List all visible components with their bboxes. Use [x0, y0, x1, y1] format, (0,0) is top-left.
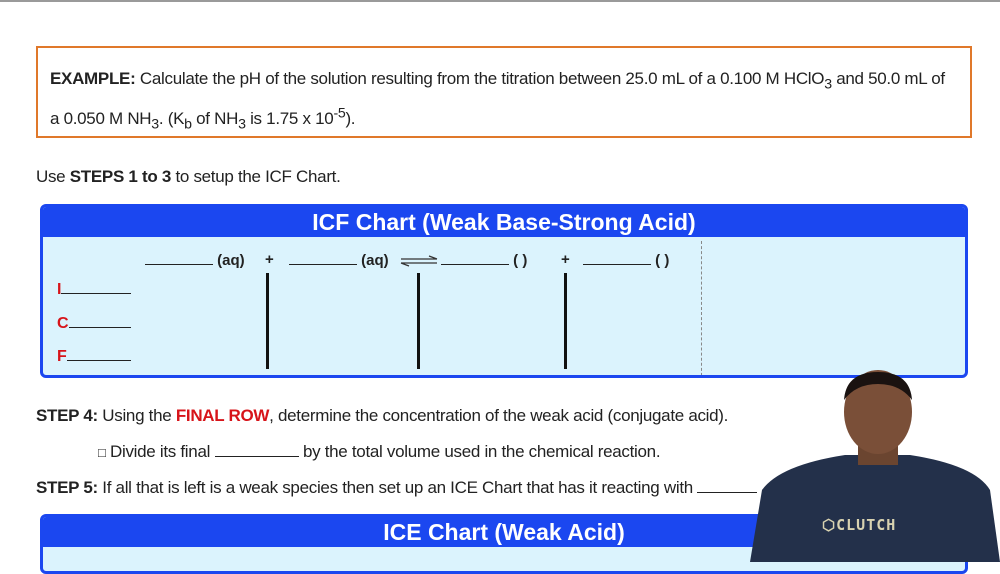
intro-text: Use STEPS 1 to 3 to setup the ICF Chart.: [36, 167, 341, 186]
step-4: STEP 4: Using the FINAL ROW, determine the concentration of the weak acid (conjugate acid).: [36, 406, 729, 425]
checkbox-icon: □: [98, 445, 106, 460]
icf-chart-title: ICF Chart (Weak Base-Strong Acid): [43, 207, 965, 237]
plus-sign: +: [265, 251, 274, 268]
product-1: ( ): [441, 251, 527, 269]
example-box: [36, 46, 972, 138]
step-5: STEP 5: If all that is left is a weak species then set up an ICE Chart that has it reacting with: [36, 478, 757, 498]
example-text: Calculate the pH of the solution resulting from the titration between 25.0 mL of a 0.100 M HClO$_3$ and 50.0 mL of a 0.050 M $NH_3$. ($K_b$ of $NH_3$ is 1.75 x $10^{-5}$).: [50, 69, 945, 133]
dashed-divider: [701, 241, 702, 378]
product-2: ( ): [583, 251, 669, 269]
icf-chart: [40, 204, 968, 378]
presenter-video: [750, 370, 1000, 562]
step-4-bullet: □ Divide its final by the total volume used in the chemical reaction.: [98, 442, 661, 461]
reactant-1: (aq): [145, 251, 245, 269]
reactant-2: (aq): [289, 251, 389, 269]
column-divider: [266, 273, 269, 369]
column-divider: [417, 273, 420, 369]
example-label: EXAMPLE:: [50, 69, 136, 88]
clutch-logo: ⬡CLUTCH: [822, 516, 897, 534]
row-final: F: [57, 348, 131, 366]
top-divider: [0, 0, 1000, 2]
column-divider: [564, 273, 567, 369]
ice-chart-title: ICE Chart (Weak Acid): [43, 517, 965, 547]
row-change: C: [57, 315, 131, 333]
row-initial: I: [57, 281, 131, 299]
equilibrium-arrow-icon: [399, 255, 439, 267]
plus-sign: +: [561, 251, 570, 268]
